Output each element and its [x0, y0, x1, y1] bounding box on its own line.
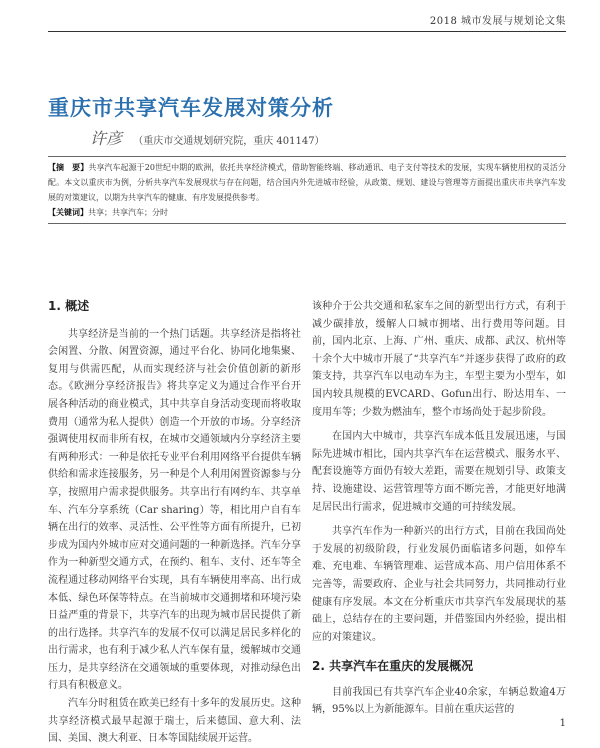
paragraph: 共享经济是当前的一个热门话题。共享经济是指将社会闲置、分散、闲置资源，通过平台化、协同化地集聚、复用与供需匹配，从而实现经济与社会价值创新的新形态。《欧洲分享经济报告》将共享定义为通过合作平台开展各种活动的商业模式，其中共享自身活动变现而将收取费用（通常为私人提供）创造一个开放的市场。分享经济强调使用权而非所有权，在城市交通领域内分享经济主要有两种形式：一种是依托专业平台利用网络平台提供车辆供给和需求连接服务，另一种是个人利用闲置资源参与分享，按照用户需求提供服务。共享出行有网约车、共享单车、汽车分享系统（Car sharing）等，相比用户自有车辆在出行的效率、灵活性、公平性等方面有所提升，已初步成为国内外城市应对交通问题的一种新选择。汽车分享作为一种新型交通方式，在预约、租车、支付、还车等全流程通过移动网络平台实现，具有车辆使用率高、出行成本低、绿色环保等特点。在当前城市交通拥堵和环境污染日益严重的背景下，共享汽车的出现为城市居民提供了新的出行选择。共享汽车的发展不仅可以满足居民多样化的出行需求，也有利于减少私人汽车保有量，缓解城市交通压力，是共享经济在交通领域的重要体现，对推动绿色出行具有积极意义。 — [48, 328, 301, 692]
paragraph: 共享汽车作为一种新兴的出行方式，目前在我国尚处于发展的初级阶段，行业发展仍面临诸多问题，如停车难、充电难、车辆管理难、运营成本高、用户信用体系不完善等，需要政府、企业与社会共同努力，共同推动行业健康有序发展。本文在分析重庆市共享汽车发展现状的基础上，总结存在的主要问题，并借鉴国内外经验，提出相应的对策建议。 — [312, 526, 566, 643]
left-column — [48, 298, 301, 748]
right-column — [312, 298, 566, 719]
author-line — [90, 126, 325, 149]
keywords-text: 共享；共享汽车；分时 — [88, 208, 168, 217]
keywords-line — [48, 205, 566, 220]
section-1-heading: 1. 概述 — [48, 299, 90, 313]
running-header: 2018 城市发展与规划论文集 — [429, 16, 566, 27]
abstract-text: 共享汽车起源于20世纪中期的欧洲，依托共享经济模式，借助智能终端、移动通讯、电子支付等技术的发展，实现车辆使用权的灵活分配。本文以重庆市为例，分析共享汽车发展现状与存在问题，结合国内外先进城市经验，从政策、规划、建设与管理等方面提出重庆市共享汽车发展的对策建议，以期为共享汽车的健康、有序发展提供参考。 — [48, 163, 566, 202]
author-affiliation: （重庆市交通规划研究院，重庆 401147） — [133, 136, 325, 147]
page-number: 1 — [559, 718, 566, 729]
abstract-box — [48, 156, 566, 224]
article-title: 重庆市共享汽车发展对策分析 — [48, 96, 334, 120]
author-name: 许彦 — [90, 129, 123, 148]
paragraph: 目前我国已有共享汽车企业40余家，车辆总数逾4万辆，95%以上为新能源车。目前在重庆运营的 — [312, 686, 566, 716]
keywords-label: 【关键词】 — [48, 207, 88, 217]
header-rule — [48, 31, 566, 32]
abstract-bottom-rule — [48, 223, 566, 224]
paragraph: 在国内大中城市，共享汽车成本低且发展迅速，与国际先进城市相比，国内共享汽车在运营模式、服务水平、配套设施等方面仍有较大差距，需要在规划引导、政策支持、设施建设、运营管理等方面不断完善，才能更好地满足居民出行需求，促进城市交通的可持续发展。 — [312, 431, 566, 513]
abstract — [48, 157, 566, 223]
paragraph: 汽车分时租赁在欧美已经有十多年的发展历史。这种共享经济模式最早起源于瑞士，后来德国、意大利、法国、美国、澳大利亚、日本等国陆续展开运营。 — [48, 698, 301, 745]
paragraph: 该种介于公共交通和私家车之间的新型出行方式，有利于减少碳排放，缓解人口城市拥堵、出行费用等问题。目前，国内北京、上海、广州、重庆、成都、武汉、杭州等十余个大中城市开展了“共享汽车”并逐步获得了政府的政策支持，共享汽车以电动车为主，车型主要为小型车，如国内较具规模的EVCARD、Gofun出行、盼达用车、一度用车等；少数为燃油车，整个市场尚处于起步阶段。 — [312, 301, 566, 418]
section-2-heading: 2. 共享汽车在重庆的发展概况 — [312, 659, 474, 674]
abstract-label: 【摘 要】 — [48, 162, 89, 172]
